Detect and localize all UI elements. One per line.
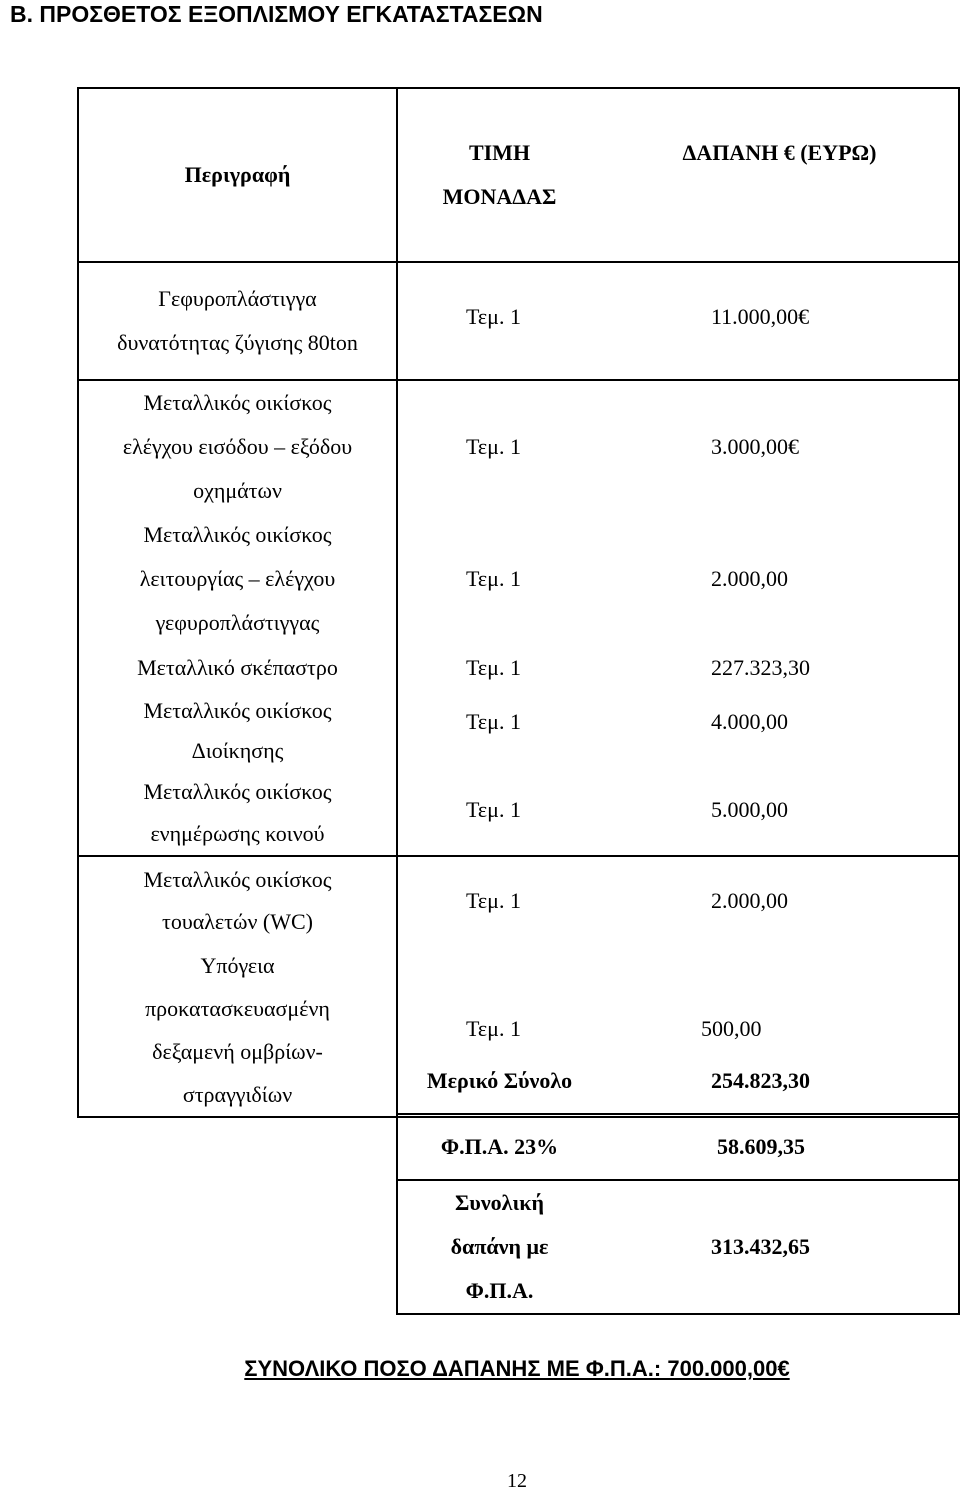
header-cost: ΔΑΠΑΝΗ € (ΕΥΡΩ) bbox=[601, 88, 959, 262]
table-row bbox=[78, 856, 959, 944]
table-row bbox=[78, 380, 959, 513]
row-unit: Τεμ. 1 bbox=[397, 513, 601, 645]
total-row bbox=[397, 1180, 959, 1314]
total-label: Συνολική δαπάνη με Φ.Π.Α. bbox=[397, 1180, 601, 1314]
page-number: 12 bbox=[507, 1470, 527, 1492]
header-description: Περιγραφή bbox=[78, 88, 397, 262]
row-unit: Τεμ. 1 bbox=[397, 771, 601, 856]
table-row bbox=[78, 771, 959, 856]
table-row bbox=[78, 645, 959, 691]
row-description: Γεφυροπλάστιγγα δυνατότητας ζύγισης 80ton bbox=[78, 262, 397, 380]
row-unit: Τεμ. 1 bbox=[397, 262, 601, 380]
table-row bbox=[78, 691, 959, 771]
row-description: Μεταλλικός οικίσκος ενημέρωσης κοινού bbox=[78, 771, 397, 856]
table-row bbox=[78, 513, 959, 645]
row-description: Μεταλλικός οικίσκος λειτουργίας – ελέγχου γεφυροπλάστιγγας bbox=[78, 513, 397, 645]
row-cost: 2.000,00 bbox=[601, 856, 959, 944]
row-unit: Τεμ. 1 bbox=[397, 645, 601, 691]
vat-row bbox=[397, 1114, 959, 1180]
subtotal-value: 254.823,30 bbox=[601, 1048, 959, 1114]
row-cost: 500,00 bbox=[601, 944, 959, 1117]
subtotal-row bbox=[397, 1048, 959, 1114]
row-description: Μεταλλικός οικίσκος τουαλετών (WC) bbox=[78, 856, 397, 944]
row-unit: Τεμ. 1 bbox=[397, 944, 601, 1117]
row-description: Μεταλλικό σκέπαστρο bbox=[78, 645, 397, 691]
row-unit: Τεμ. 1 bbox=[397, 380, 601, 513]
grand-total: ΣΥΝΟΛΙΚΟ ΠΟΣΟ ΔΑΠΑΝΗΣ ΜΕ Φ.Π.Α.: 700.000,00€ bbox=[244, 1356, 790, 1381]
header-unit-price: ΤΙΜΗ ΜΟΝΑΔΑΣ bbox=[397, 88, 601, 262]
row-description: Υπόγεια προκατασκευασμένη δεξαμενή ομβρίων- στραγγιδίων bbox=[78, 944, 397, 1117]
row-cost: 5.000,00 bbox=[601, 771, 959, 856]
row-cost: 227.323,30 bbox=[601, 645, 959, 691]
section-heading: Β. ΠΡΟΣΘΕΤΟΣ ΕΞΟΠΛΙΣΜΟΥ ΕΓΚΑΤΑΣΤΑΣΕΩΝ bbox=[10, 1, 543, 27]
vat-label: Φ.Π.Α. 23% bbox=[397, 1114, 601, 1180]
row-cost: 3.000,00€ bbox=[601, 380, 959, 513]
subtotal-label: Μερικό Σύνολο bbox=[397, 1048, 601, 1114]
row-cost: 11.000,00€ bbox=[601, 262, 959, 380]
row-cost: 2.000,00 bbox=[601, 513, 959, 645]
equipment-table bbox=[77, 87, 960, 1118]
table-row bbox=[78, 262, 959, 380]
row-unit: Τεμ. 1 bbox=[397, 856, 601, 944]
total-value: 313.432,65 bbox=[601, 1180, 959, 1314]
row-description: Μεταλλικός οικίσκος Διοίκησης bbox=[78, 691, 397, 771]
vat-value: 58.609,35 bbox=[601, 1114, 959, 1180]
table-header-row bbox=[78, 88, 959, 262]
row-cost: 4.000,00 bbox=[601, 691, 959, 771]
row-unit: Τεμ. 1 bbox=[397, 691, 601, 771]
row-description: Μεταλλικός οικίσκος ελέγχου εισόδου – εξόδου οχημάτων bbox=[78, 380, 397, 513]
totals-table bbox=[396, 1048, 960, 1315]
